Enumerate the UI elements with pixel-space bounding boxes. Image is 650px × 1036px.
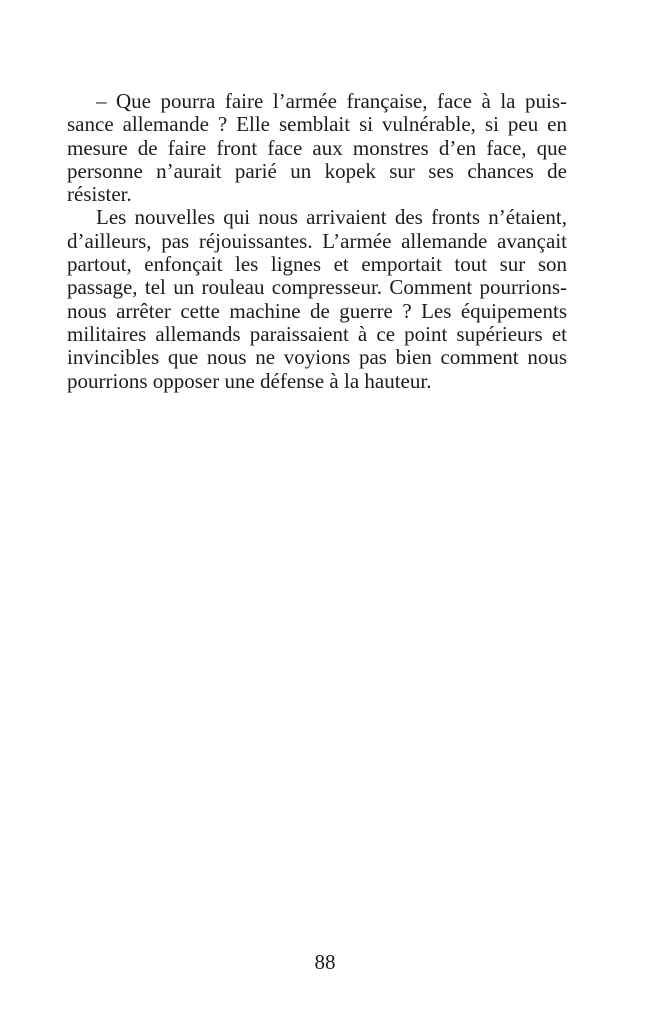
text-line: personne n’aurait parié un kopek sur ses chances de <box>67 159 567 183</box>
text-line: résister. <box>67 183 132 207</box>
text-line: nous arrêter cette machine de guerre ? Les équipements <box>67 299 567 323</box>
text-line: militaires allemands paraissaient à ce point supérieurs et <box>67 322 567 346</box>
text-line: sance allemande ? Elle semblait si vulnérable, si peu en <box>67 113 567 137</box>
text-line: pourrions opposer une défense à la hauteur. <box>67 369 432 393</box>
text-line: Les nouvelles qui nous arrivaient des fronts n’étaient, <box>96 206 567 230</box>
text-line: mesure de faire front face aux monstres d’en face, que <box>67 136 567 160</box>
text-line: d’ailleurs, pas réjouissantes. L’armée allemande avançait <box>67 229 567 253</box>
page-number: 88 <box>314 950 336 974</box>
text-line: – Que pourra faire l’armée française, face à la puis- <box>96 90 567 113</box>
paragraph <box>67 206 567 392</box>
text-line: invincibles que nous ne voyions pas bien comment nous <box>67 346 567 370</box>
body-text <box>67 90 567 393</box>
text-line: partout, enfonçait les lignes et emportait tout sur son <box>67 253 567 277</box>
paragraph <box>67 90 567 206</box>
text-line: passage, tel un rouleau compresseur. Comment pourrions- <box>67 276 567 300</box>
